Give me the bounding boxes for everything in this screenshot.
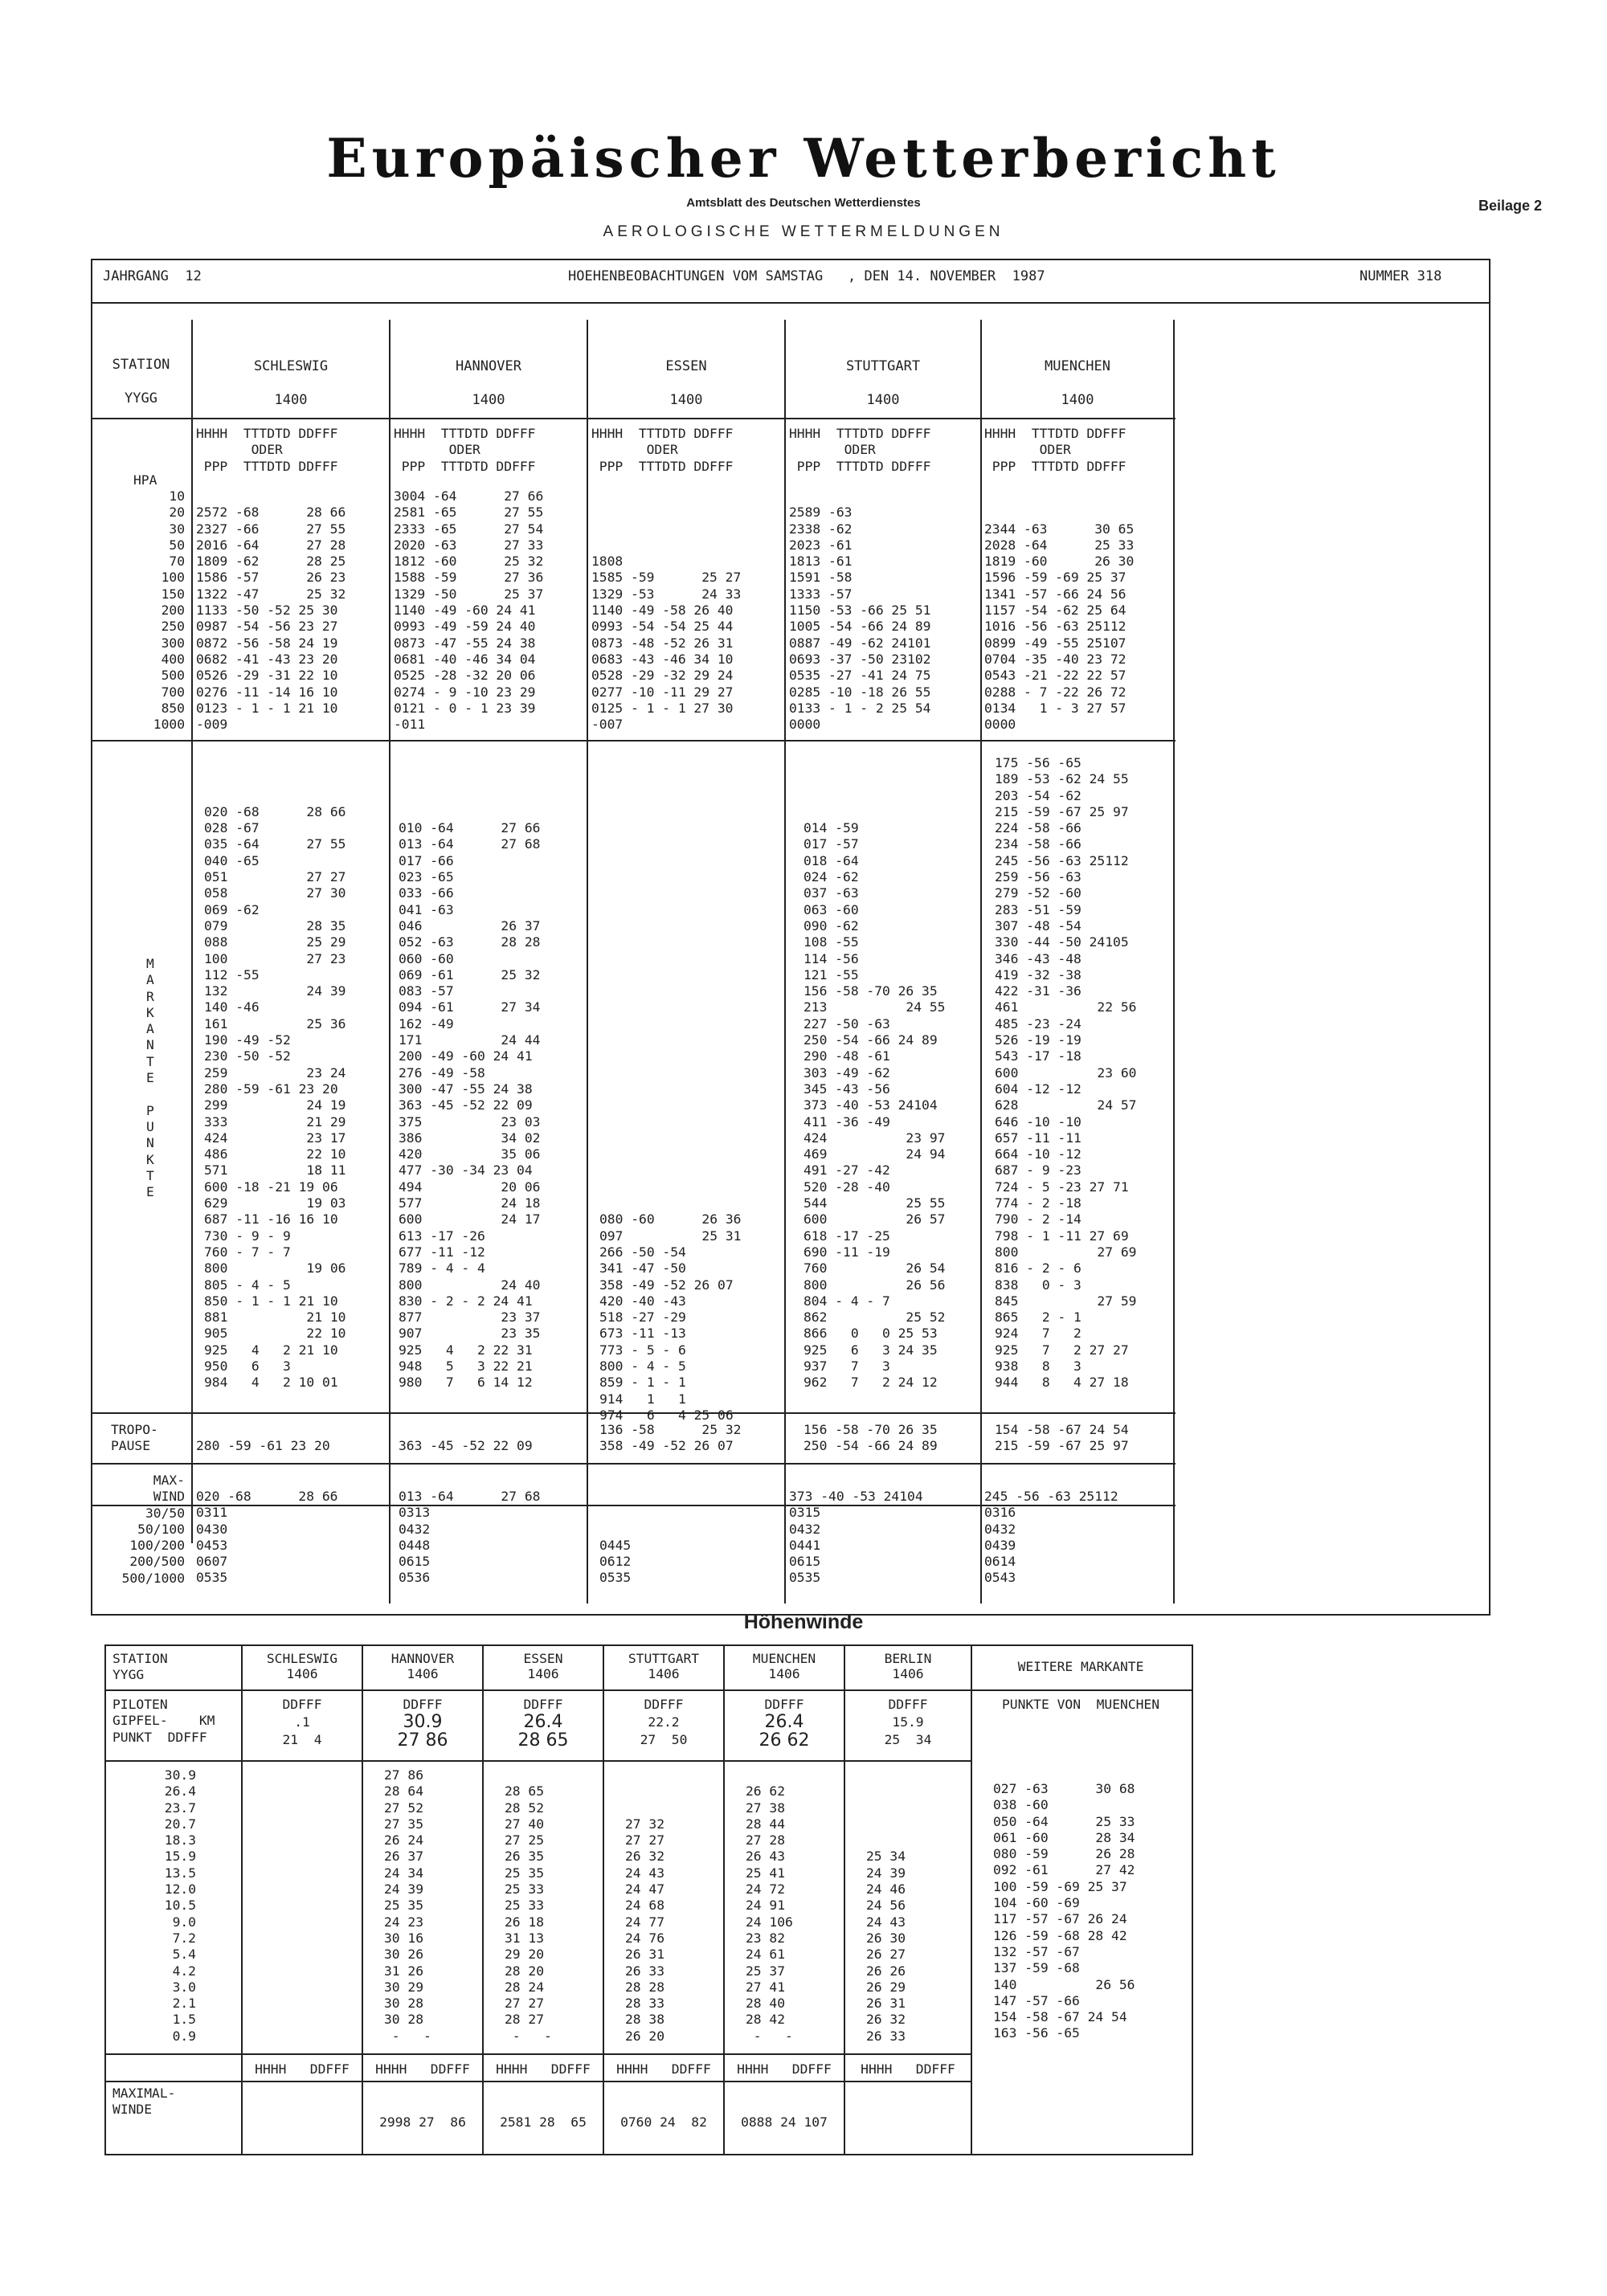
col-divider <box>587 320 588 1604</box>
tropopause-essen: 136 -58 25 32 358 -49 -52 26 07 <box>599 1422 742 1454</box>
station-time: 1400 <box>669 392 703 408</box>
hpa-levels: 10 20 30 50 70 100 150 200 250 300 400 500 700 850 1000 <box>153 488 185 733</box>
hoehenwinde-title: Höhenwinde <box>743 1611 864 1633</box>
ddfff-header: DDFFF <box>764 1697 804 1712</box>
maxwind-label: MAX- WIND 30/50 50/100 100/200 200/500 500/1000 <box>121 1473 185 1586</box>
maxwind-muenchen: 245 -56 -63 25112 0316 0432 0439 0614 0543 <box>984 1489 1118 1586</box>
gipfel-ddfff: 28 65 <box>517 1730 569 1751</box>
hw-row-divider <box>104 2053 971 2055</box>
hw-station-name: STUTTGART <box>628 1651 700 1666</box>
km-levels: 30.9 26.4 23.7 20.7 18.3 15.9 13.5 12.0 10.5 9.0 7.2 5.4 4.2 3.0 2.1 1.5 0.9 <box>164 1767 196 2044</box>
gipfel-km: 26.4 <box>764 1712 804 1732</box>
gipfel-km: 22.2 <box>648 1714 680 1730</box>
maxwind-hannover: 013 -64 27 68 0313 0432 0448 0615 0536 <box>399 1489 541 1586</box>
gipfel-ddfff: 27 50 <box>640 1732 688 1747</box>
column-header: HHHH TTTDTD DDFFF ODER PPP TTTDTD DDFFF <box>789 426 931 474</box>
hhhh-header: HHHH DDFFF <box>375 2061 470 2077</box>
hhhh-header: HHHH DDFFF <box>737 2061 832 2077</box>
markante-hannover: 010 -64 27 66 013 -64 27 68 017 -66 023 -65 033 -66 041 -63 046 26 37 052 -63 28 28 060 -60 069 -61 25 32 083 -57 094 -61 27 34 162 -49 171 24 44 200 -49 -60 24 41 276 -49 -58 300 -47 -55 24 38 363 -45 -52 22 09 375 23 03 386 34 02 420 35 06 477 -30 -34 23 04 494 20 06 577 24 18 600 24 17 613 -17 -26 677 -11 -12 789 - 4 - 4 800 24 40 830 - 2 - 2 24 41 877 23 37 907 23 35 925 4 2 22 31 948 5 3 22 21 980 7 6 14 12 <box>399 820 541 1391</box>
winds-berlin: 25 34 24 39 24 46 24 56 24 43 26 30 26 27 26 26 26 29 26 31 26 32 26 33 <box>866 1849 906 2044</box>
hw-station-time: 1406 <box>407 1666 439 1681</box>
hw-station-time: 1406 <box>527 1666 559 1681</box>
hw-station-name: MUENCHEN <box>752 1651 816 1666</box>
row-divider <box>91 740 1176 742</box>
hw-station-name: ESSEN <box>523 1651 563 1666</box>
ddfff-header: DDFFF <box>282 1697 322 1712</box>
station-time: 1400 <box>866 392 900 408</box>
hw-row-divider <box>971 1689 1192 1691</box>
weitere-title: WEITERE MARKANTE <box>1017 1659 1144 1674</box>
column-header: HHHH TTTDTD DDFFF ODER PPP TTTDTD DDFFF <box>984 426 1127 474</box>
hw-station-name: BERLIN <box>884 1651 932 1666</box>
beilage-label: Beilage 2 <box>1478 198 1543 214</box>
winds-stuttgart: 27 32 27 27 26 32 24 43 24 47 24 68 24 77 24 76 26 31 26 33 28 28 28 33 28 38 26 20 <box>625 1816 665 2044</box>
maximal-wind: 0888 24 107 <box>741 2114 828 2130</box>
station-time: 1400 <box>1061 392 1094 408</box>
markante-muenchen: 175 -56 -65 189 -53 -62 24 55 203 -54 -62 215 -59 -67 25 97 224 -58 -66 234 -58 -66 245 -56 -63 25112 259 -56 -63 279 -52 -60 283 -51 -59 307 -48 -54 330 -44 -50 24105 346 -43 -48 419 -32 -38 422 -31 -36 461 22 56 485 -23 -24 526 -19 -19 543 -17 -18 600 23 60 604 -12 -12 628 24 57 646 -10 -10 657 -11 -11 664 -10 -12 687 - 9 -23 724 - 5 -23 27 71 774 - 2 -18 790 - 2 -14 798 - 1 -11 27 69 800 27 69 816 - 2 - 6 838 0 - 3 845 27 59 865 2 - 1 924 7 2 925 7 2 27 27 938 8 3 944 8 4 27 18 <box>995 755 1137 1391</box>
hhhh-header: HHHH DDFFF <box>861 2061 955 2077</box>
standard-levels-stuttgart: 2589 -63 2338 -62 2023 -61 1813 -61 1591 -58 1333 -57 1150 -53 -66 25 51 1005 -54 -66 24 89 0887 -49 -62 24101 0693 -37 -50 23102 0535 -27 -41 24 75 0285 -10 -18 26 55 0133 - 1 - 2 25 54 0000 <box>789 505 931 733</box>
col-divider <box>191 320 193 1543</box>
maxwind-schleswig: 020 -68 28 66 0311 0430 0453 0607 0535 <box>196 1489 338 1586</box>
hw-station-name: HANNOVER <box>391 1651 455 1666</box>
gipfel-km: 30.9 <box>403 1712 443 1732</box>
winds-hannover: 27 86 28 64 27 52 27 35 26 24 26 37 24 34 24 39 25 35 24 23 30 16 30 26 31 26 30 29 30 28 30 28 - - <box>384 1767 431 2044</box>
col-divider <box>980 320 982 1604</box>
ddfff-header: DDFFF <box>644 1697 684 1712</box>
header-divider <box>91 302 1489 304</box>
standard-levels-hannover: 3004 -64 27 66 2581 -65 27 55 2333 -65 27 54 2020 -63 27 33 1812 -60 25 32 1588 -59 27 36 1329 -50 25 37 1140 -49 -60 24 41 0993 -49 -59 24 40 0873 -47 -55 24 38 0681 -40 -46 34 04 0525 -28 -32 20 06 0274 - 9 -10 23 29 0121 - 0 - 1 23 39 -011 <box>394 488 544 733</box>
gipfel-ddfff: 26 62 <box>759 1730 810 1751</box>
hw-station-time: 1406 <box>286 1666 318 1681</box>
maximal-wind: 0760 24 82 <box>620 2114 707 2130</box>
markante-schleswig: 020 -68 28 66 028 -67 035 -64 27 55 040 -65 051 27 27 058 27 30 069 -62 079 28 35 088 25 29 100 27 23 112 -55 132 24 39 140 -46 161 25 36 190 -49 -52 230 -50 -52 259 23 24 280 -59 -61 23 20 299 24 19 333 21 29 424 23 17 486 22 10 571 18 11 600 -18 -21 19 06 629 19 03 687 -11 -16 16 10 730 - 9 - 9 760 - 7 - 7 800 19 06 805 - 4 - 5 850 - 1 - 1 21 10 881 21 10 905 22 10 925 4 2 21 10 950 6 3 984 4 2 10 01 <box>204 803 346 1391</box>
maximal-wind: 2998 27 86 <box>379 2114 466 2130</box>
hw-station-label: STATION YYGG <box>112 1651 168 1683</box>
section-title: AEROLOGISCHE WETTERMELDUNGEN <box>603 223 1004 240</box>
tropopause-muenchen: 154 -58 -67 24 54 215 -59 -67 25 97 <box>995 1422 1129 1454</box>
gipfel-ddfff: 27 86 <box>397 1730 448 1751</box>
hw-station-time: 1406 <box>768 1666 800 1681</box>
column-header: HHHH TTTDTD DDFFF ODER PPP TTTDTD DDFFF <box>591 426 734 474</box>
yygg-label: YYGG <box>125 390 157 406</box>
tropopause-label: TROPO- PAUSE <box>111 1422 158 1454</box>
hhhh-header: HHHH DDFFF <box>496 2061 591 2077</box>
hw-row-divider <box>104 1760 971 1762</box>
markante-punkte-label: M A R K A N T E P U N K T E <box>146 956 154 1200</box>
row-divider <box>91 418 1176 419</box>
maximal-wind: 2581 28 65 <box>500 2114 587 2130</box>
markante-stuttgart: 014 -59 017 -57 018 -64 024 -62 037 -63 063 -60 090 -62 108 -55 114 -56 121 -55 156 -58 -70 26 35 213 24 55 227 -50 -63 250 -54 -66 24 89 290 -48 -61 303 -49 -62 345 -43 -56 373 -40 -53 24104 411 -36 -49 424 23 97 469 24 94 491 -27 -42 520 -28 -40 544 25 55 600 26 57 618 -17 -25 690 -11 -19 760 26 54 800 26 56 804 - 4 - 7 862 25 52 866 0 0 25 53 925 6 3 24 35 937 7 3 962 7 2 24 12 <box>804 820 946 1391</box>
tropopause-schleswig: 280 -59 -61 23 20 <box>196 1438 330 1454</box>
station-name: MUENCHEN <box>1045 358 1110 374</box>
weitere-markante-punkte: 027 -63 30 68 038 -60 050 -64 25 33 061 -60 28 34 080 -59 26 28 092 -61 27 42 100 -59 -69 25 37 104 -60 -69 117 -57 -67 26 24 126 -59 -68 28 42 132 -57 -67 137 -59 -68 140 26 56 147 -57 -66 154 -58 -67 24 54 163 -56 -65 <box>993 1781 1135 2041</box>
column-header: HHHH TTTDTD DDFFF ODER PPP TTTDTD DDFFF <box>196 426 338 474</box>
station-name: HANNOVER <box>456 358 521 374</box>
winds-essen: 28 65 28 52 27 40 27 25 26 35 25 35 25 33 25 33 26 18 31 13 29 20 28 20 28 24 27 27 28 27 - - <box>505 1783 552 2044</box>
winds-muenchen: 26 62 27 38 28 44 27 28 26 43 25 41 24 72 24 91 24 106 23 82 24 61 25 37 27 41 28 40 28 42 - - <box>746 1783 793 2044</box>
piloten-label: PILOTEN GIPFEL- KM PUNKT DDFFF <box>112 1697 215 1745</box>
ddfff-header: DDFFF <box>888 1697 928 1712</box>
station-time: 1400 <box>472 392 505 408</box>
markante-essen: 080 -60 26 36 097 25 31 266 -50 -54 341 -47 -50 358 -49 -52 26 07 420 -40 -43 518 -27 -29 673 -11 -13 773 - 5 - 6 800 - 4 - 5 859 - 1 - 1 914 1 1 974 6 4 25 06 <box>599 1211 742 1423</box>
maxwind-essen: 0445 0612 0535 <box>599 1537 632 1586</box>
hw-station-time: 1406 <box>648 1666 680 1681</box>
subtitle: Amtsblatt des Deutschen Wetterdienstes <box>686 196 921 210</box>
station-name: SCHLESWIG <box>253 358 329 374</box>
ddfff-header: DDFFF <box>403 1697 443 1712</box>
tropopause-hannover: 363 -45 -52 22 09 <box>399 1438 533 1454</box>
hpa-label: HPA <box>133 472 157 488</box>
standard-levels-muenchen: 2344 -63 30 65 2028 -64 25 33 1819 -60 26 30 1596 -59 -69 25 37 1341 -57 -66 24 56 1157 -54 -62 25 64 1016 -56 -63 25112 0899 -49 -55 25107 0704 -35 -40 23 72 0543 -21 -22 22 57 0288 - 7 -22 26 72 0134 1 - 3 27 57 0000 <box>984 521 1135 733</box>
jahrgang: JAHRGANG 12 <box>103 268 202 284</box>
hhhh-header: HHHH DDFFF <box>616 2061 711 2077</box>
col-divider <box>1173 320 1175 1604</box>
row-divider <box>91 1463 1176 1465</box>
station-time: 1400 <box>274 392 308 408</box>
gipfel-ddfff: 21 4 <box>282 1732 322 1747</box>
gipfel-ddfff: 25 34 <box>884 1732 932 1747</box>
hw-row-divider <box>104 1689 971 1691</box>
standard-levels-essen: 1808 1585 -59 25 27 1329 -53 24 33 1140 -49 -58 26 40 0993 -54 -54 25 44 0873 -48 -52 26 31 0683 -43 -46 34 10 0528 -29 -32 29 24 0277 -10 -11 29 27 0125 - 1 - 1 27 30 -007 <box>591 554 742 733</box>
gipfel-km: 15.9 <box>892 1714 924 1730</box>
hw-station-name: SCHLESWIG <box>266 1651 338 1666</box>
maximal-label: MAXIMAL- WINDE <box>112 2086 176 2118</box>
ddfff-header: DDFFF <box>523 1697 563 1712</box>
gipfel-km: .1 <box>294 1714 310 1730</box>
hw-col-divider <box>971 1644 972 2155</box>
nummer: NUMMER 318 <box>1360 268 1442 284</box>
maxwind-stuttgart: 373 -40 -53 24104 0315 0432 0441 0615 0535 <box>789 1489 923 1586</box>
hw-row-divider <box>104 2081 971 2082</box>
weitere-subtitle: PUNKTE VON MUENCHEN <box>1001 1697 1160 1712</box>
station-name: STUTTGART <box>845 358 921 374</box>
page-title: Europäischer Wetterbericht <box>326 127 1281 190</box>
station-name: ESSEN <box>665 358 707 374</box>
gipfel-km: 26.4 <box>523 1712 563 1732</box>
observation-date: HOEHENBEOBACHTUNGEN VOM SAMSTAG , DEN 14. NOVEMBER 1987 <box>568 268 1045 284</box>
station-label: STATION <box>112 357 170 373</box>
tropopause-stuttgart: 156 -58 -70 26 35 250 -54 -66 24 89 <box>804 1422 938 1454</box>
hhhh-header: HHHH DDFFF <box>255 2061 350 2077</box>
hw-station-time: 1406 <box>892 1666 924 1681</box>
standard-levels-schleswig: 2572 -68 28 66 2327 -66 27 55 2016 -64 27 28 1809 -62 28 25 1586 -57 26 23 1322 -47 25 32 1133 -50 -52 25 30 0987 -54 -56 23 27 0872 -56 -58 24 19 0682 -41 -43 23 20 0526 -29 -31 22 10 0276 -11 -14 16 10 0123 - 1 - 1 21 10 -009 <box>196 505 346 733</box>
column-header: HHHH TTTDTD DDFFF ODER PPP TTTDTD DDFFF <box>394 426 536 474</box>
col-divider <box>784 320 786 1604</box>
col-divider <box>389 320 391 1604</box>
